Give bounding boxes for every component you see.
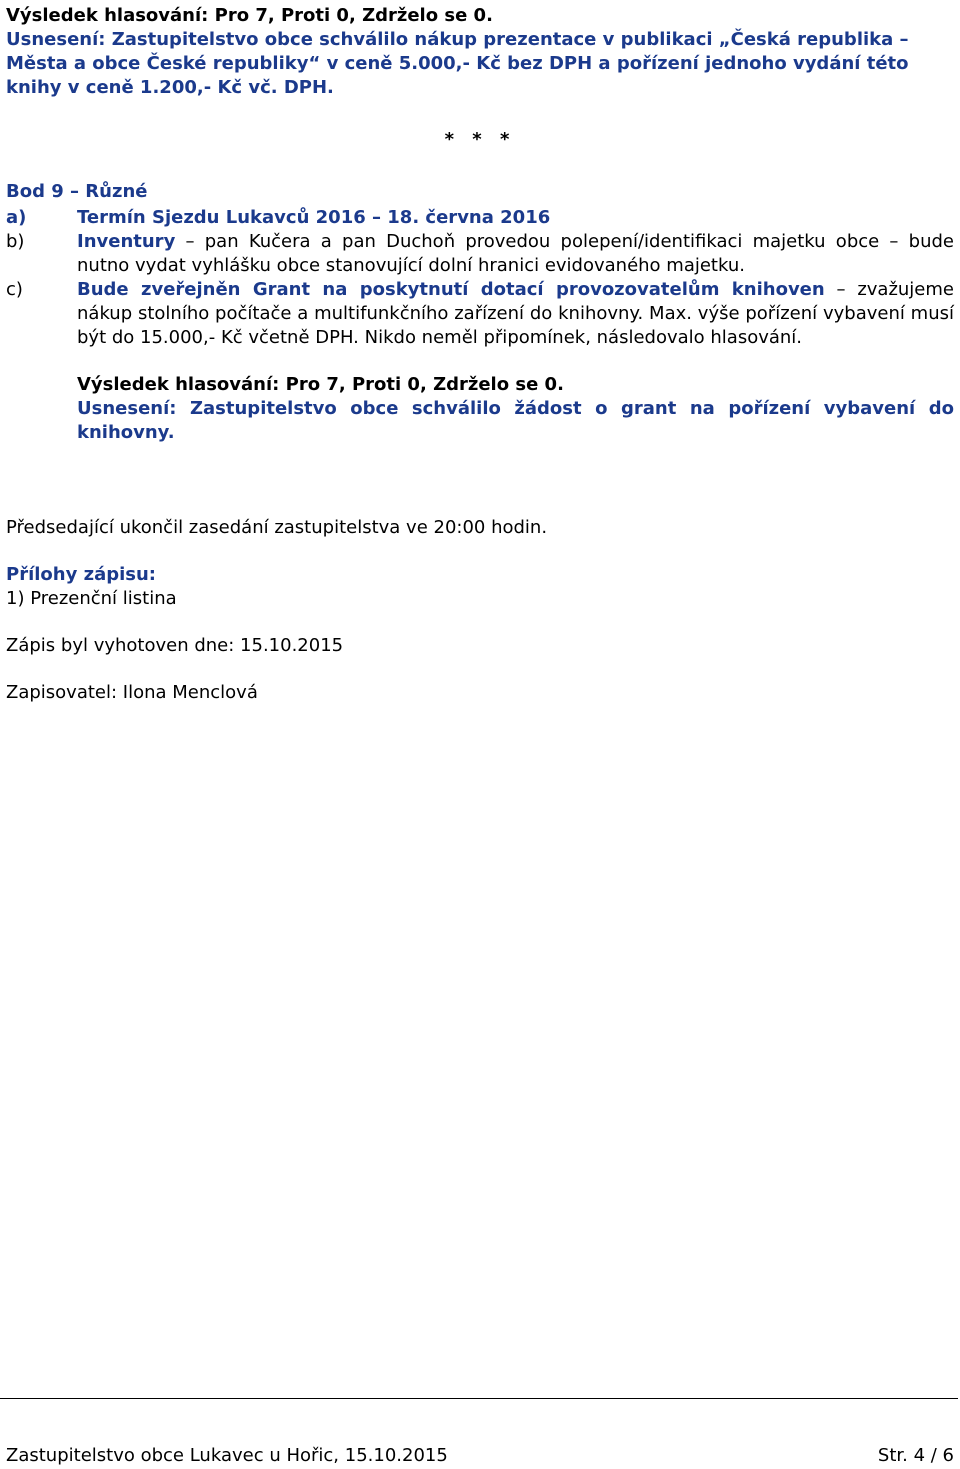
closing-text: Předsedající ukončil zasedání zastupitelstva ve 20:00 hodin. [6,517,548,538]
item-c [6,278,954,350]
item-b-heading: Inventury [77,231,176,252]
prepared-date: Zápis byl vyhotoven dne: 15.10.2015 [6,635,344,656]
top-resolution: Usnesení: Zastupitelstvo obce schválilo nákup prezentace v publikaci „Česká republika – Města a obce České republiky“ v ceně 5.000,- Kč bez DPH a pořízení jednoho vydání této knihy v ceně 1.200,- Kč vč. DPH. [6,29,909,98]
item-b [6,230,954,278]
item-c-heading: Bude zveřejněn Grant na poskytnutí dotací provozovatelům knihoven [77,279,825,300]
section-title: Bod 9 – Různé [6,181,148,202]
item-b-marker: b) [6,231,25,252]
attachments-title: Přílohy zápisu: [6,564,156,585]
section-separator: * * * [444,129,516,150]
footer-left: Zastupitelstvo obce Lukavec u Hořic, 15.10.2015 [6,1445,448,1466]
recorder: Zapisovatel: Ilona Menclová [6,682,258,703]
item-a-text: Termín Sjezdu Lukavců 2016 – 18. června 2016 [77,207,551,228]
item-c-marker: c) [6,279,23,300]
item-c-text: – zvažujeme nákup stolního počítače a multifunkčního zařízení do knihovny. Max. výše pořízení vybavení musí být do 15.000,- Kč včetně DPH. Nikdo neměl připomínek, následovalo hlasování. [77,279,954,348]
document-page [6,0,954,705]
footer-divider [0,1398,958,1399]
page-number: Str. 4 / 6 [877,1445,954,1466]
page-footer [6,1444,954,1468]
attachments-item: 1) Prezenční listina [6,588,177,609]
top-vote-result: Výsledek hlasování: Pro 7, Proti 0, Zdrželo se 0. [6,5,493,26]
section-vote-result: Výsledek hlasování: Pro 7, Proti 0, Zdrželo se 0. [77,374,564,395]
item-b-text: – pan Kučera a pan Duchoň provedou polepení/identifikaci majetku obce – bude nutno vydat vyhlášku obce stanovující dolní hranici evidovaného majetku. [77,231,954,276]
item-a-marker: a) [6,207,27,228]
item-a [6,206,954,230]
section-resolution: Usnesení: Zastupitelstvo obce schválilo žádost o grant na pořízení vybavení do knihovny. [77,398,954,443]
item-c-vote [6,373,954,445]
